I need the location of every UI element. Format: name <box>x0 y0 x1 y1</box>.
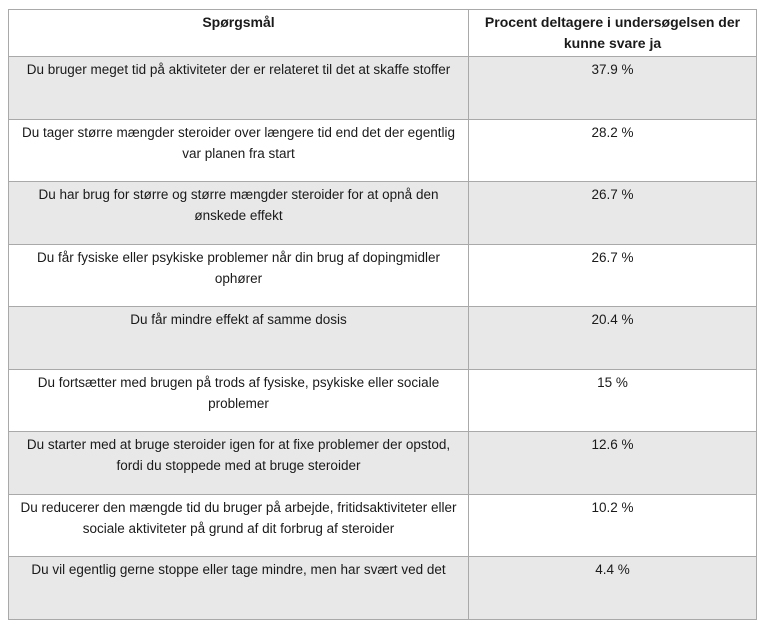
percent-cell: 4.4 % <box>469 557 757 620</box>
table-row <box>9 432 757 495</box>
table-row <box>9 494 757 557</box>
table-row <box>9 57 757 120</box>
table-row <box>9 244 757 307</box>
question-cell: Du fortsætter med brugen på trods af fysiske, psykiske eller sociale problemer <box>9 369 469 432</box>
table-row <box>9 119 757 182</box>
percent-cell: 28.2 % <box>469 119 757 182</box>
question-cell: Du vil egentlig gerne stoppe eller tage mindre, men har svært ved det <box>9 557 469 620</box>
percent-cell: 10.2 % <box>469 494 757 557</box>
question-cell: Du tager større mængder steroider over længere tid end det der egentlig var planen fra start <box>9 119 469 182</box>
survey-table <box>8 9 757 620</box>
table-row <box>9 182 757 245</box>
percent-cell: 12.6 % <box>469 432 757 495</box>
percent-cell: 37.9 % <box>469 57 757 120</box>
percent-cell: 15 % <box>469 369 757 432</box>
table-row <box>9 557 757 620</box>
question-cell: Du bruger meget tid på aktiviteter der er relateret til det at skaffe stoffer <box>9 57 469 120</box>
percent-cell: 26.7 % <box>469 244 757 307</box>
question-cell: Du reducerer den mængde tid du bruger på arbejde, fritidsaktiviteter eller sociale aktiviteter på grund af dit forbrug af steroider <box>9 494 469 557</box>
header-question: Spørgsmål <box>9 10 469 57</box>
question-cell: Du får fysiske eller psykiske problemer når din brug af dopingmidler ophører <box>9 244 469 307</box>
percent-cell: 26.7 % <box>469 182 757 245</box>
table-header-row <box>9 10 757 57</box>
survey-table-container <box>8 9 756 620</box>
question-cell: Du får mindre effekt af samme dosis <box>9 307 469 370</box>
percent-cell: 20.4 % <box>469 307 757 370</box>
question-cell: Du har brug for større og større mængder steroider for at opnå den ønskede effekt <box>9 182 469 245</box>
question-cell: Du starter med at bruge steroider igen for at fixe problemer der opstod, fordi du stoppede med at bruge steroider <box>9 432 469 495</box>
header-percent: Procent deltagere i undersøgelsen der kunne svare ja <box>469 10 757 57</box>
table-row <box>9 307 757 370</box>
table-row <box>9 369 757 432</box>
